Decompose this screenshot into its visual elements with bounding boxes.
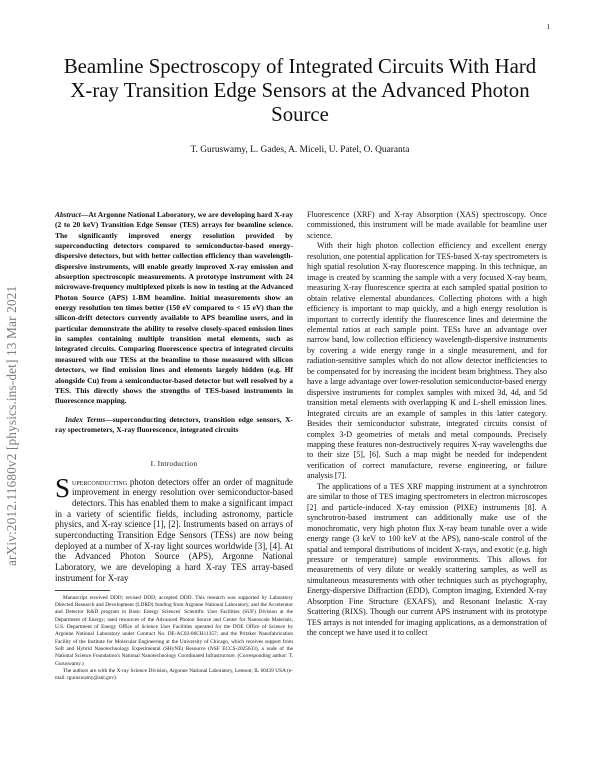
right-paragraph: The applications of a TES XRF mapping instrument at a synchrotron are similar to those of TES imaging spectrometers in electron microscopes [2] and particle-induced X-ray emission (PIXE) instruments [8]. A synchrotron-based instrument can additionally make use of the monochromatic, very high photon flux X-ray beam tunable over a wide energy range (3 keV to 100 keV at the APS), nano-scale control of the spatial and temporal distributions of incident X-rays, and exotic (e.g. high pressure or temperature) sample environments. This allows for measurements of very dilute or weakly scattering samples, as well as simultaneous measurements with other techniques such as ptychography, Energy-dispersive Diffraction (EDD), Compton imaging, Extended X-ray Absorption Fine Structure (EXAFS), and Resonant Inelastic X-ray Scattering (RIXS). Though our current APS instrument with its prototype TES arrays is not intended for imaging applications, as a demonstration of the concept we have used it to collect (307, 481, 547, 638)
left-column (55, 210, 293, 683)
section-heading: I. Introduction (150, 459, 198, 469)
footnote-affiliation: The authors are with the X-ray Science Division, Argonne National Laboratory, Lemont, IL 60439 USA (e-mail: tguruswamy@anl.gov). (55, 668, 293, 682)
author-list: T. Guruswamy, L. Gades, A. Miceli, U. Patel, O. Quaranta (190, 145, 410, 155)
right-paragraph: With their high photon collection efficiency and excellent energy resolution, one potential application for TES-based X-ray spectrometers is high spatial resolution X-ray fluorescence mapping. In this technique, an image is created by scanning the sample with a very focused X-ray beam, measuring X-ray fluorescence spectra at each sampled spatial position to obtain relative elemental abundances. Collecting photons with a high efficiency is important to map quickly, and a high energy resolution is important to correctly identify the fluorescence lines and determine the elemental ratios at each sample point. TESs have an advantage over narrow band, low collection efficiency wavelength-dispersive instruments by covering a wide energy range in a single measurement, and for radiation-sensitive samples which do not allow detector inefficiencies to be compensated for by increasing the incident beam brightness. They also have a large advantage over lower-resolution semiconductor-based energy dispersive instruments for complex samples with mixed 3d, 4d, and 5d transition metal elements with overlapping K and L-shell emission lines. Integrated circuits are an example of samples in this latter category. Besides their semiconductor substrate, integrated circuits consist of complex 3-D geometries of metals and metal compounds. Precisely mapping these features non-destructively requires X-ray wavelengths due to their size [5], [6]. Such a map might be needed for independent verification of correct manufacture, reverse engineering, or failure analysis [7]. (307, 241, 547, 481)
drop-cap: S (55, 472, 71, 503)
footnote-funding: Manuscript received DDD; revised DDD; accepted DDD. This research was supported by Laboratory Directed Research and Development (LDRD) funding from Argonne National Laboratory, and the Accelerator and Detector R&D program in Basic Energy Sciences' Scientific User Facilities (SUF) Division at the Department of Energy; used resources of the Advanced Photon Source and Center for Nanoscale Materials, U.S. Department of Energy Office of Science User Facilities operated for the DOE Office of Science by Argonne National Laboratory under Contract No. DE-AC02-06CH11357; and the Pritzker Nanofabrication Facility of the Institute for Molecular Engineering at the University of Chicago, which receives support from Soft and Hybrid Nanotechnology Experimental (SHyNE) Resource (NSF ECCS-2025633), a node of the National Science Foundation's National Nanotechnology Coordinated Infrastructure. (Corresponding author: T. Guruswamy.) (55, 594, 293, 667)
abstract (55, 210, 293, 407)
footnote-divider (55, 590, 110, 591)
index-terms-lead: Index Terms (65, 414, 106, 424)
index-terms-text: —superconducting detectors, transition edge sensors, X-ray spectrometers, X-ray fluorescence, integrated circuits (55, 414, 294, 434)
abstract-text: —At Argonne National Laboratory, we are developing hard X-ray (2 to 20 keV) Transition Edge Sensor (TES) arrays for beamline science. The significantly improved energy resolution provided by superconducting detectors compared to semiconductor-based energy-dispersive detectors, but with better collection efficiency than wavelength-dispersive instruments, will enable greatly improved X-ray emission and absorption spectroscopic measurements. A prototype instrument with 24 microwave-frequency multiplexed pixels is now in testing at the Advanced Photon Source (APS) 1-BM beamline. Initial measurements show an energy resolution ten times better (150 eV compared to < 15 eV) than the silicon-drift detectors currently available to APS beamline users, and in particular demonstrate the ability to resolve closely-spaced emission lines in samples containing multiple transition metal elements, such as integrated circuits. Comparing fluorescence spectra of integrated circuits measured with our TESs at the beamline to those measured with silicon detectors, we find emission lines and elements largely hidden (e.g. Hf alongside Cu) from a semiconductor-based detector but well resolved by a TES. This directly shows the strengths of TES-based instruments in fluorescence mapping. (55, 210, 293, 406)
paper-title: Beamline Spectroscopy of Integrated Circuits With Hard X-ray Transition Edge Sensors at the Advanced Photon Source (63, 55, 537, 126)
arxiv-identifier: arXiv:2012.11680v2 [physics.ins-det] 13 Mar 2021 (4, 285, 19, 566)
right-paragraph: Fluorescence (XRF) and X-ray Absorption (XAS) spectroscopy. Once commissioned, this instrument will be made available for beamline user science. (307, 210, 547, 240)
index-terms (55, 415, 293, 436)
intro-text: photon detectors offer an order of magnitude improvement in energy resolution over semiconductor-based detectors. This has enabled them to make a significant impact in a variety of scientific fields, including astronomy, particle physics, and X-ray science [1], [2]. Instruments based on arrays of superconducting Transition Edge Sensors (TESs) are now being deployed at a number of X-ray light sources worldwide [3], [4]. At the Advanced Photon Source (APS), Argonne National Laboratory, we are developing a hard X-ray TES array-based instrument for X-ray (55, 476, 293, 583)
page-number: 1 (546, 23, 550, 31)
right-column (307, 210, 547, 639)
intro-paragraph (55, 472, 293, 584)
abstract-lead: Abstract (55, 210, 81, 219)
intro-smallcaps: uperconducting (72, 476, 128, 487)
